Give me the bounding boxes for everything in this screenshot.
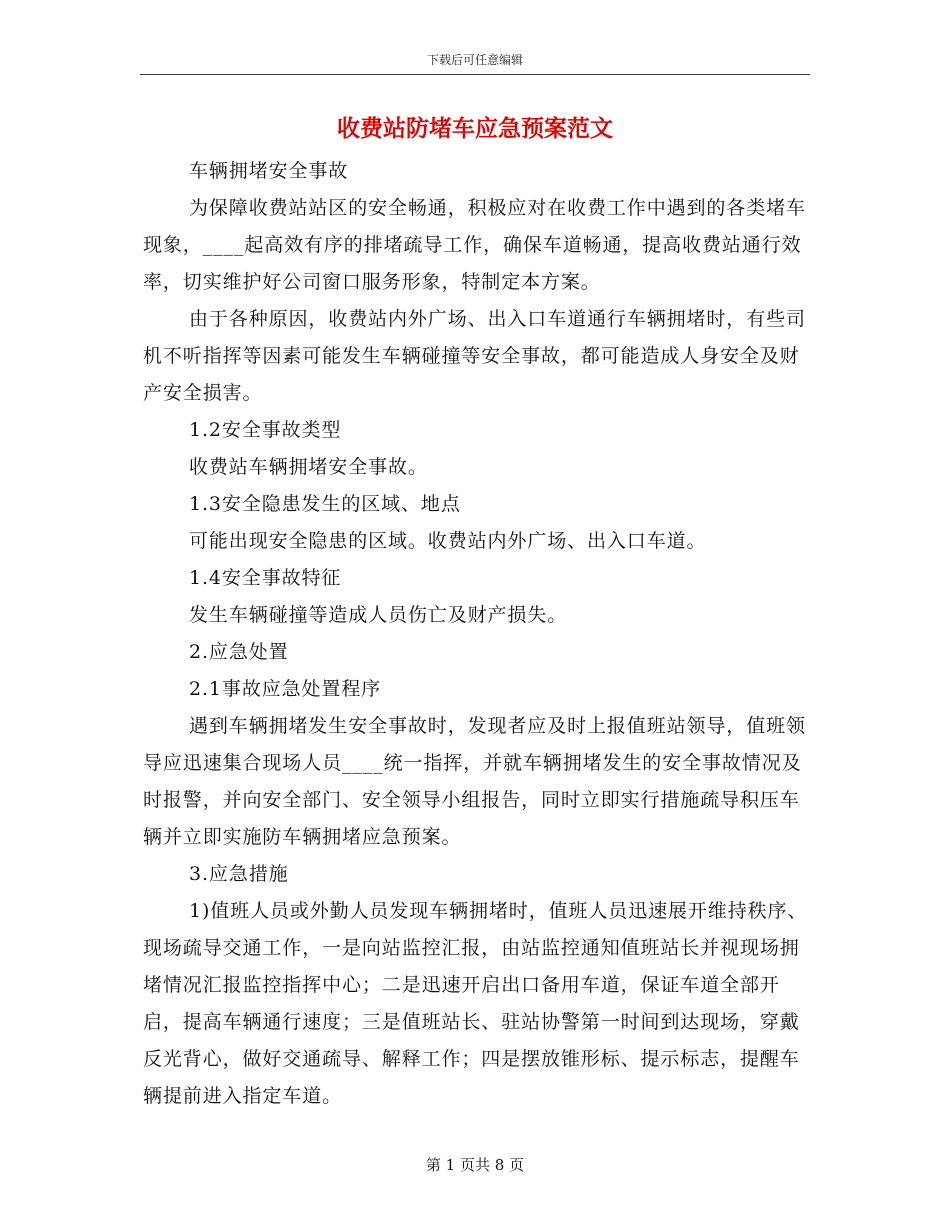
paragraph-hazard-area: 可能出现安全隐患的区域。收费站内外广场、出入口车道。 [189, 530, 707, 552]
page-header: 下载后可任意编辑 [426, 53, 523, 67]
heading-accident-features: 1.4安全事故特征 [189, 567, 342, 589]
document-body [143, 153, 809, 1115]
paragraph-purpose: 为保障收费站站区的安全畅通，积极应对在收费工作中遇到的各类堵车现象，____起高效有序的排堵疏导工作，确保车道畅通，提高收费站通行效率，切实维护好公司窗口服务形象，特制定本方案。 [143, 197, 806, 293]
paragraph-response-procedure: 遇到车辆拥堵发生安全事故时，发现者应及时上报值班站领导，值班领导应迅速集合现场人员____统一指挥，并就车辆拥堵发生的安全事故情况及时报警，并向安全部门、安全领导小组报告，同时立即实行措施疏导积压车辆并立即实施防车辆拥堵应急预案。 [143, 715, 806, 848]
heading-response-procedure: 2.1事故应急处置程序 [189, 678, 382, 700]
heading-accident-type: 1.2安全事故类型 [189, 419, 342, 441]
paragraph-section-heading: 车辆拥堵安全事故 [189, 160, 349, 182]
paragraph-accident-type: 收费站车辆拥堵安全事故。 [189, 456, 428, 478]
paragraph-cause: 由于各种原因，收费站内外广场、出入口车道通行车辆拥堵时，有些司机不听指挥等因素可能发生车辆碰撞等安全事故，都可能造成人身安全及财产安全损害。 [143, 308, 806, 404]
heading-hazard-area: 1.3安全隐患发生的区域、地点 [189, 493, 461, 515]
page-footer: 第 1 页共 8 页 [425, 1156, 525, 1174]
paragraph-emergency-measures: 1)值班人员或外勤人员发现车辆拥堵时，值班人员迅速展开维持秩序、现场疏导交通工作，一是向站监控汇报，由站监控通知值班站长并视现场拥堵情况汇报监控指挥中心；二是迅速开启出口备用车道，保证车道全部开启，提高车辆通行速度；三是值班站长、驻站协警第一时间到达现场，穿戴反光背心，做好交通疏导、解释工作；四是摆放锥形标、提示标志，提醒车辆提前进入指定车道。 [143, 900, 808, 1107]
heading-emergency-response: 2.应急处置 [189, 641, 289, 663]
document-title: 收费站防堵车应急预案范文 [337, 116, 613, 142]
header-divider [140, 74, 810, 75]
heading-emergency-measures: 3.应急措施 [189, 863, 289, 885]
paragraph-accident-features: 发生车辆碰撞等造成人员伤亡及财产损失。 [189, 604, 568, 626]
